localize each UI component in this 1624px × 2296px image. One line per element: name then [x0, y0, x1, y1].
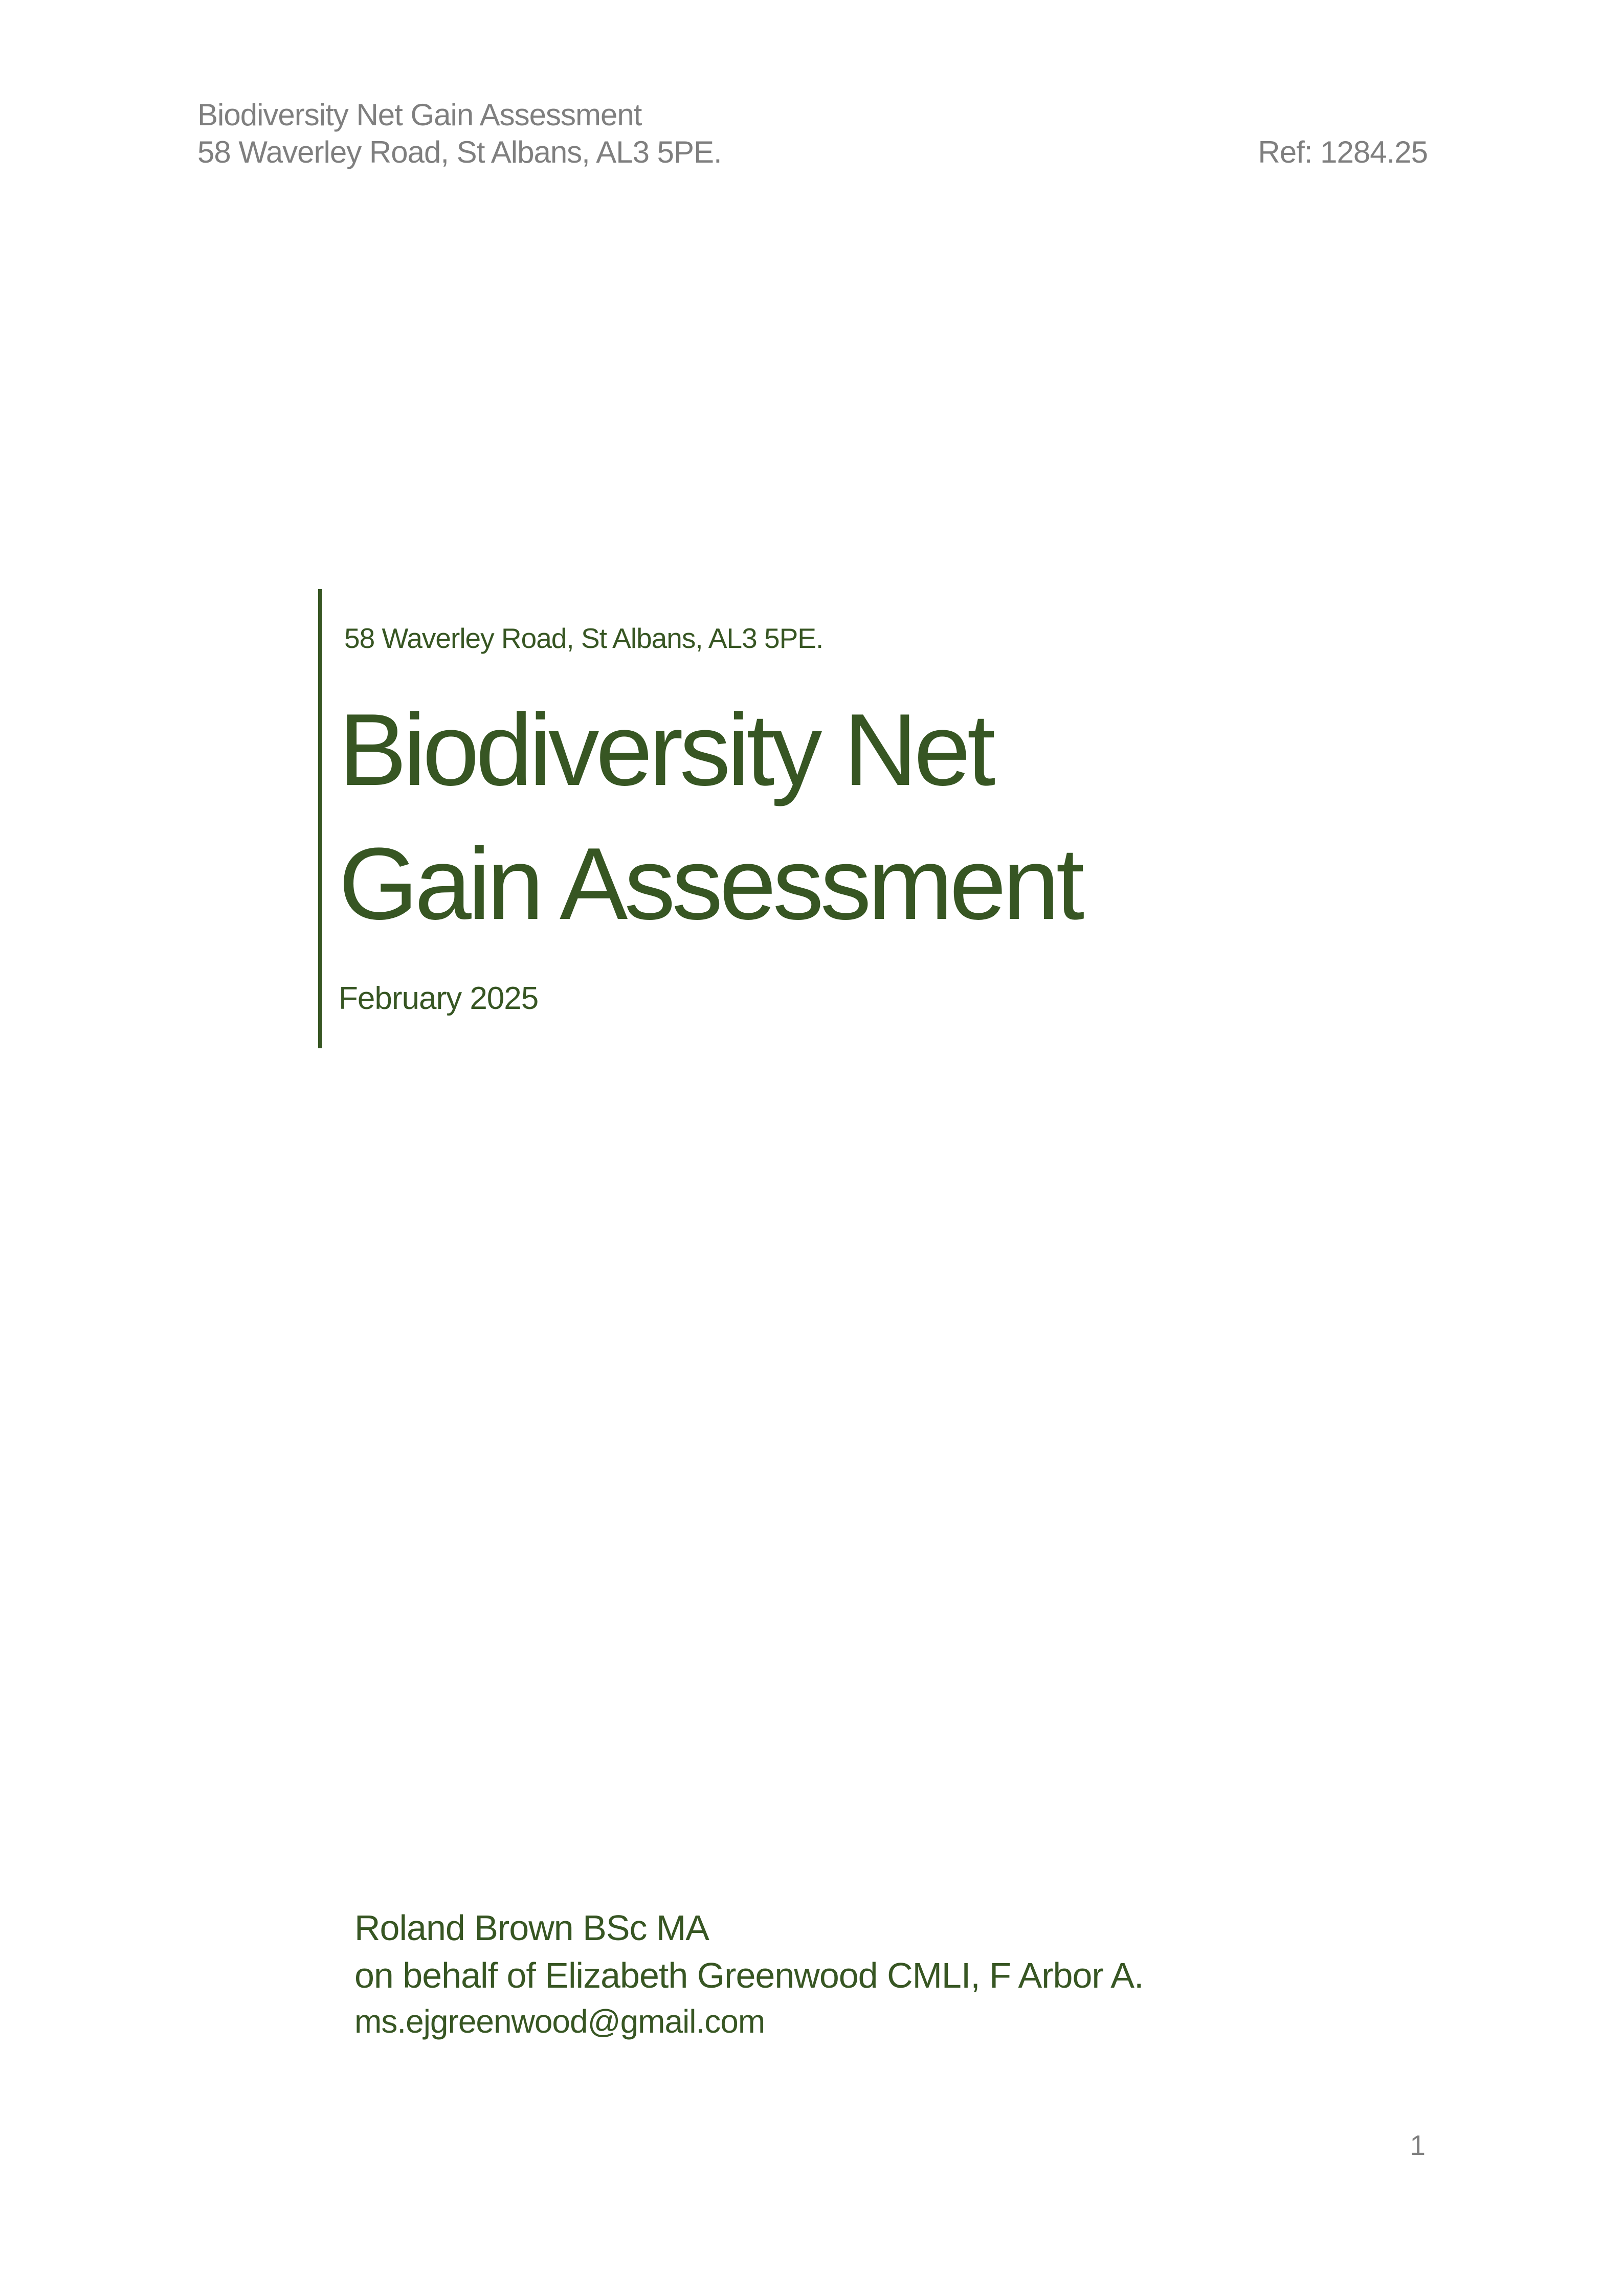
- cover-date: February 2025: [339, 981, 539, 1016]
- header-reference-number: Ref: 1284.25: [1258, 135, 1428, 169]
- footer-page-number: 1: [1410, 2129, 1426, 2161]
- author-name: Roland Brown BSc MA: [354, 1908, 709, 1948]
- author-email: ms.ejgreenwood@gmail.com: [354, 2003, 765, 2040]
- author-on-behalf-of: on behalf of Elizabeth Greenwood CMLI, F Arbor A.: [354, 1955, 1144, 1995]
- cover-site-address: 58 Waverley Road, St Albans, AL3 5PE.: [344, 622, 824, 654]
- page-header: [197, 96, 722, 171]
- author-block: [354, 1904, 1143, 2043]
- title-vertical-rule: [318, 589, 322, 1048]
- cover-title: [339, 683, 1081, 951]
- header-site-address: 58 Waverley Road, St Albans, AL3 5PE.: [197, 135, 722, 169]
- cover-title-line-2: Gain Assessment: [339, 827, 1081, 941]
- header-document-title: Biodiversity Net Gain Assessment: [197, 98, 642, 132]
- cover-title-line-1: Biodiversity Net: [339, 693, 992, 807]
